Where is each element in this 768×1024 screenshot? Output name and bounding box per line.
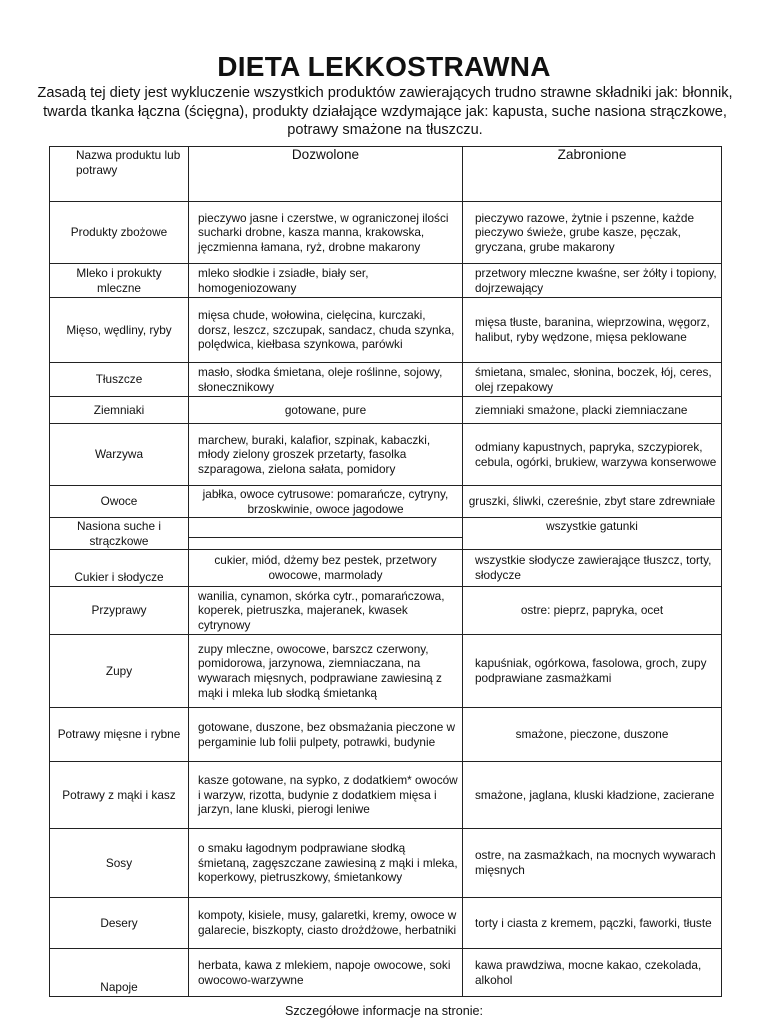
empty-cell-lower <box>189 538 462 546</box>
row-allowed: gotowane, pure <box>189 397 463 424</box>
header-allowed: Dozwolone <box>189 147 463 202</box>
row-forbidden: kapuśniak, ogórkowa, fasolowa, groch, zupy podprawiane zasmażkami <box>463 635 722 708</box>
row-product-name: Mięso, wędliny, ryby <box>50 298 189 363</box>
table-row <box>50 550 722 587</box>
empty-cell-upper <box>189 522 462 538</box>
row-allowed: pieczywo jasne i czerstwe, w ograniczonej ilości sucharki drobne, kasza manna, krakowska, jęczmienna łamana, ryż, drobne makarony <box>189 202 463 264</box>
row-product-name: Warzywa <box>50 424 189 486</box>
table-row <box>50 363 722 397</box>
row-allowed: jabłka, owoce cytrusowe: pomarańcze, cytryny, brzoskwinie, owoce jagodowe <box>189 486 463 518</box>
table-row <box>50 829 722 898</box>
row-allowed: mleko słodkie i zsiadłe, biały ser, homogeniozowany <box>189 264 463 298</box>
row-allowed: marchew, buraki, kalafior, szpinak, kabaczki, młody zielony groszek przetarty, fasolka szparagowa, zielona sałata, pomidory <box>189 424 463 486</box>
table-row <box>50 424 722 486</box>
diet-table <box>49 146 722 997</box>
table-header-row <box>50 147 722 202</box>
table-row <box>50 898 722 949</box>
table-row <box>50 949 722 997</box>
row-product-name: Potrawy mięsne i rybne <box>50 708 189 762</box>
row-allowed: masło, słodka śmietana, oleje roślinne, sojowy, słonecznikowy <box>189 363 463 397</box>
row-forbidden: gruszki, śliwki, czereśnie, zbyt stare zdrewniałe <box>463 486 722 518</box>
row-forbidden: torty i ciasta z kremem, pączki, faworki, tłuste <box>463 898 722 949</box>
row-allowed: wanilia, cynamon, skórka cytr., pomarańczowa, koperek, pietruszka, majeranek, kwasek cytrynowy <box>189 587 463 635</box>
row-allowed: zupy mleczne, owocowe, barszcz czerwony, pomidorowa, jarzynowa, ziemniaczana, na wywarach mięsnych, podprawiane zawiesiną z mąki i mleka lub słodką śmietanką <box>189 635 463 708</box>
row-allowed <box>189 518 463 550</box>
row-product-name: Ziemniaki <box>50 397 189 424</box>
row-product-name: Nasiona suche i strączkowe <box>50 518 189 550</box>
row-product-name: Cukier i słodycze <box>50 550 189 587</box>
table-row <box>50 264 722 298</box>
row-product-name: Zupy <box>50 635 189 708</box>
row-forbidden: śmietana, smalec, słonina, boczek, łój, ceres, olej rzepakowy <box>463 363 722 397</box>
table-row <box>50 635 722 708</box>
table-row <box>50 762 722 829</box>
row-forbidden: odmiany kapustnych, papryka, szczypiorek, cebula, ogórki, brukiew, warzywa konserwowe <box>463 424 722 486</box>
row-allowed: mięsa chude, wołowina, cielęcina, kurczaki, dorsz, leszcz, szczupak, sandacz, chuda szynka, polędwica, kiełbasa szynkowa, parówki <box>189 298 463 363</box>
row-forbidden: wszystkie słodycze zawierające tłuszcz, torty, słodycze <box>463 550 722 587</box>
row-allowed: cukier, miód, dżemy bez pestek, przetwory owocowe, marmolady <box>189 550 463 587</box>
row-forbidden: przetwory mleczne kwaśne, ser żółty i topiony, dojrzewający <box>463 264 722 298</box>
row-allowed: o smaku łagodnym podprawiane słodką śmietaną, zagęszczane zawiesiną z mąki i mleka, koperkowy, pietruszkowy, śmietankowy <box>189 829 463 898</box>
row-product-name: Desery <box>50 898 189 949</box>
row-product-name: Potrawy z mąki i kasz <box>50 762 189 829</box>
table-row <box>50 587 722 635</box>
table-row <box>50 298 722 363</box>
footer-note: Szczegółowe informacje na stronie: <box>284 1004 484 1018</box>
header-product-name: Nazwa produktu lub potrawy <box>50 147 189 202</box>
row-forbidden: kawa prawdziwa, mocne kakao, czekolada, alkohol <box>463 949 722 997</box>
row-forbidden: wszystkie gatunki <box>463 518 722 550</box>
row-forbidden: ostre, na zasmażkach, na mocnych wywarach mięsnych <box>463 829 722 898</box>
table-row <box>50 708 722 762</box>
header-forbidden: Zabronione <box>463 147 722 202</box>
row-forbidden: mięsa tłuste, baranina, wieprzowina, węgorz, halibut, ryby wędzone, mięsa peklowane <box>463 298 722 363</box>
row-product-name: Przyprawy <box>50 587 189 635</box>
table-row <box>50 202 722 264</box>
row-forbidden: ostre: pieprz, papryka, ocet <box>463 587 722 635</box>
row-allowed: kompoty, kisiele, musy, galaretki, kremy, owoce w galarecie, biszkopty, ciasto drożdżowe, herbatniki <box>189 898 463 949</box>
row-allowed: gotowane, duszone, bez obsmażania pieczone w pergaminie lub folii pulpety, potrawki, budynie <box>189 708 463 762</box>
row-allowed: herbata, kawa z mlekiem, napoje owocowe, soki owocowo-warzywne <box>189 949 463 997</box>
row-product-name: Owoce <box>50 486 189 518</box>
row-forbidden: smażone, jaglana, kluski kładzione, zacierane <box>463 762 722 829</box>
row-forbidden: pieczywo razowe, żytnie i pszenne, każde pieczywo świeże, grube kasze, pęczak, gryczana, grube makarony <box>463 202 722 264</box>
row-product-name: Napoje <box>50 949 189 997</box>
table-row <box>50 397 722 424</box>
table-row <box>50 518 722 550</box>
row-product-name: Tłuszcze <box>50 363 189 397</box>
table-row <box>50 486 722 518</box>
row-allowed: kasze gotowane, na sypko, z dodatkiem* owoców i warzyw, rizotta, budynie z dodatkiem mięsa i jarzyn, lane kluski, pierogi leniwe <box>189 762 463 829</box>
page-title: DIETA LEKKOSTRAWNA <box>217 51 551 82</box>
row-forbidden: smażone, pieczone, duszone <box>463 708 722 762</box>
intro-paragraph: Zasadą tej diety jest wykluczenie wszystkich produktów zawierających trudno strawne składniki jak: błonnik, twarda tkanka łączna (ścięgna), produkty działające wzdymające jak: kapusta, suche nasiona strączkowe, potrawy smażone na tłuszczu. <box>37 85 733 138</box>
row-forbidden: ziemniaki smażone, placki ziemniaczane <box>463 397 722 424</box>
row-product-name: Sosy <box>50 829 189 898</box>
row-product-name: Mleko i prokukty mleczne <box>50 264 189 298</box>
row-product-name: Produkty zbożowe <box>50 202 189 264</box>
